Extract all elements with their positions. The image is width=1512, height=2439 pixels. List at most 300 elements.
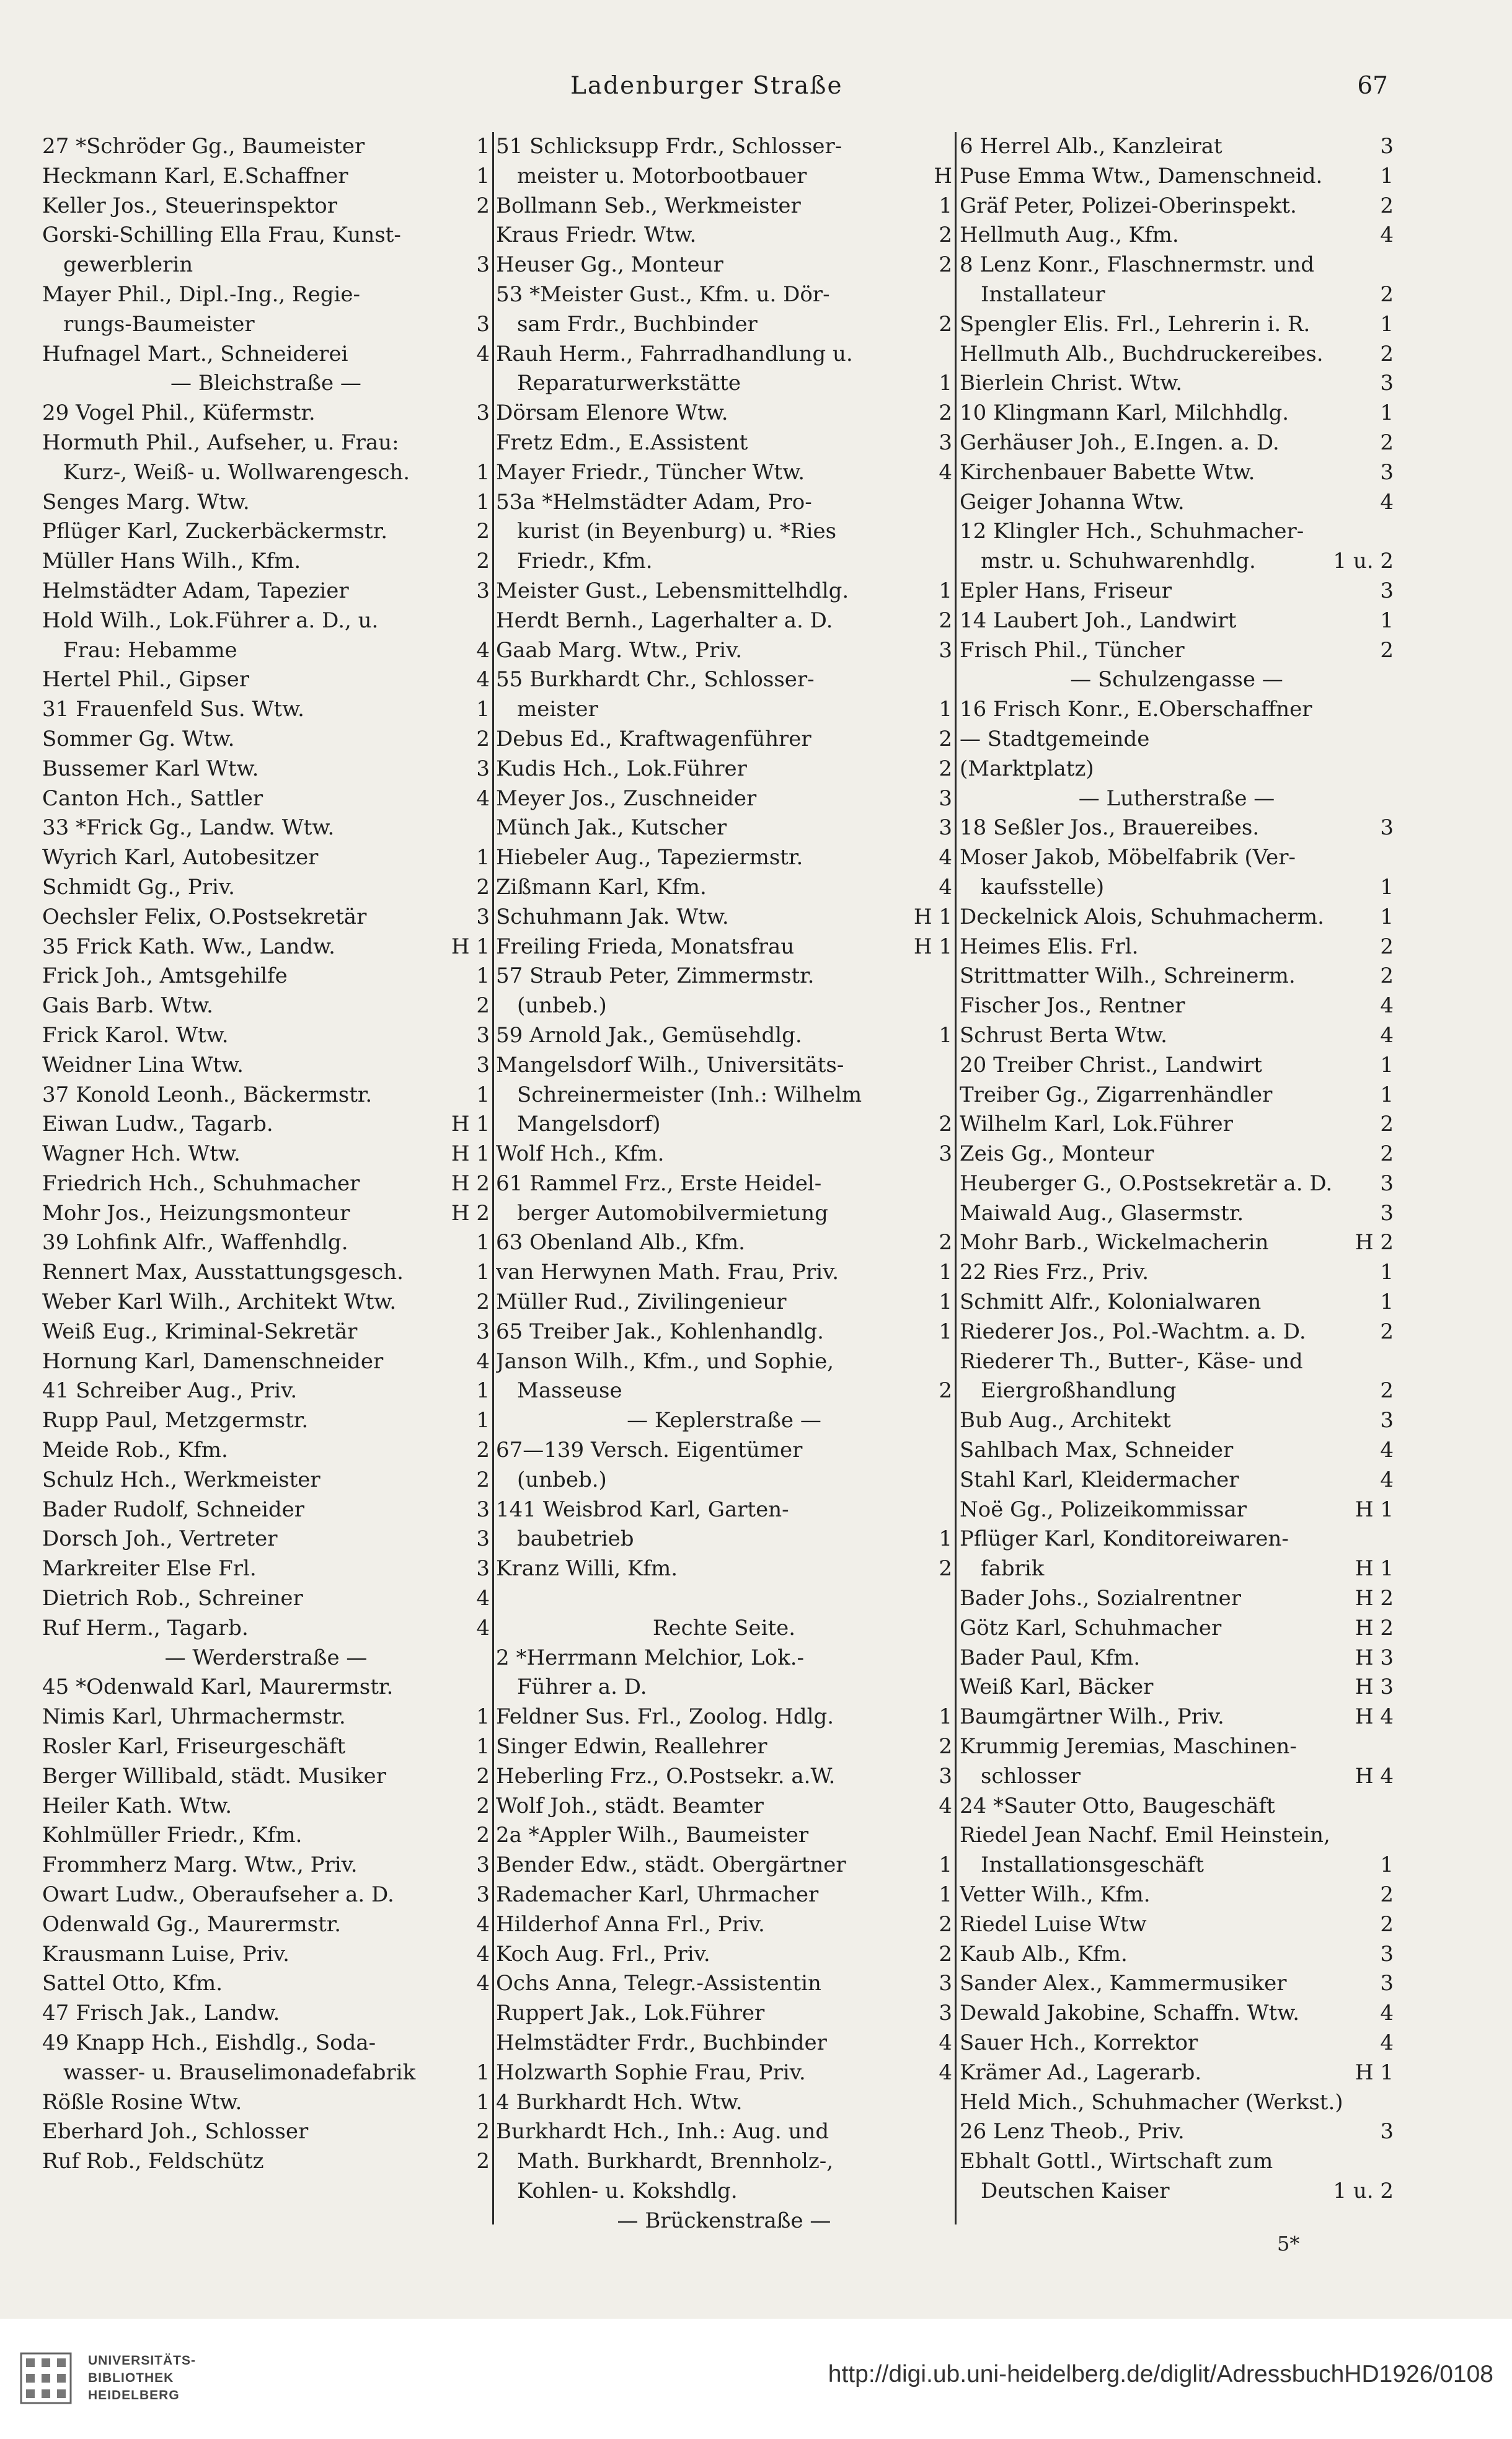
- entry-text: Heuberger G., O.Postsekretär a. D.: [960, 1171, 1333, 1196]
- directory-entry: [496, 2177, 952, 2207]
- floor-number: 2: [1380, 1319, 1394, 1344]
- floor-number: 2: [1380, 934, 1394, 959]
- floor-number: 3: [1380, 459, 1394, 485]
- floor-number: 3: [476, 1497, 490, 1522]
- entry-text: Bierlein Christ. Wtw.: [960, 371, 1183, 396]
- entry-text: Hiebeler Aug., Tapeziermstr.: [496, 845, 803, 870]
- column-divider: [492, 132, 494, 2224]
- entry-text: Gorski-Schilling Ella Frau, Kunst-: [42, 223, 401, 248]
- floor-number: 2: [476, 726, 490, 751]
- directory-entry: [496, 458, 952, 488]
- directory-entry: [960, 310, 1394, 340]
- entry-text: kurist (in Beyenburg) u. *Ries: [517, 519, 837, 544]
- floor-number: 1: [476, 697, 490, 722]
- floor-number: 3: [476, 252, 490, 278]
- floor-number: 1: [476, 2089, 490, 2115]
- directory-entry: [496, 250, 952, 280]
- entry-text: Moser Jakob, Möbelfabrik (Ver-: [960, 845, 1296, 870]
- directory-entry: [42, 1910, 490, 1940]
- entry-text: 4 Burkhardt Hch. Wtw.: [496, 2089, 743, 2115]
- directory-entry: [496, 1851, 952, 1880]
- floor-number: 3: [1380, 1408, 1394, 1433]
- floor-number: H: [934, 163, 952, 188]
- floor-number: 2: [1380, 1378, 1394, 1404]
- entry-text: Frau: Hebamme: [63, 637, 237, 663]
- floor-number: 2: [939, 608, 952, 633]
- directory-entry: [496, 1258, 952, 1288]
- entry-text: Mohr Jos., Heizungsmonteur: [42, 1200, 350, 1226]
- floor-number: 3: [476, 1852, 490, 1878]
- entry-text: Hilderhof Anna Frl., Priv.: [496, 1911, 765, 1937]
- entry-text: Noë Gg., Polizeikommissar: [960, 1497, 1247, 1522]
- directory-entry: [960, 1762, 1394, 1792]
- directory-entry: [496, 962, 952, 991]
- entry-text: 24 *Sauter Otto, Baugeschäft: [960, 1793, 1275, 1818]
- entry-text: 31 Frauenfeld Sus. Wtw.: [42, 697, 304, 722]
- floor-number: 1: [476, 1260, 490, 1285]
- directory-column-left: [42, 132, 490, 2177]
- library-name-line: UNIVERSITÄTS-: [88, 2353, 197, 2368]
- entry-text: — Lutherstraße —: [1078, 786, 1275, 811]
- floor-number: 2: [939, 1230, 952, 1255]
- entry-text: Kudis Hch., Lok.Führer: [496, 756, 747, 781]
- entry-text: Kranz Willi, Kfm.: [496, 1556, 678, 1582]
- floor-number: 1: [476, 2060, 490, 2085]
- floor-number: 3: [1380, 134, 1394, 159]
- directory-entry: [960, 1436, 1394, 1466]
- floor-number: 2: [476, 2119, 490, 2145]
- section-heading: [960, 784, 1394, 814]
- floor-number: 4: [939, 2060, 952, 2085]
- directory-entry: [42, 1169, 490, 1199]
- floor-number: H 1: [451, 934, 490, 959]
- floor-number: 4: [939, 459, 952, 485]
- directory-entry: [42, 665, 490, 695]
- directory-entry: [960, 1851, 1394, 1880]
- entry-text: Frick Joh., Amtsgehilfe: [42, 963, 288, 989]
- directory-entry: [960, 1969, 1394, 1999]
- floor-number: 4: [476, 1941, 490, 1967]
- entry-text: Holzwarth Sophie Frau, Priv.: [496, 2060, 806, 2085]
- directory-entry: [960, 843, 1394, 873]
- entry-text: 37 Konold Leonh., Bäckermstr.: [42, 1082, 373, 1107]
- entry-text: Eiwan Ludw., Tagarb.: [42, 1112, 273, 1137]
- directory-entry: [960, 1999, 1394, 2029]
- entry-text: 16 Frisch Konr., E.Oberschaffner: [960, 697, 1312, 722]
- directory-entry: [496, 1436, 952, 1466]
- directory-entry: [960, 1228, 1394, 1258]
- floor-number: 4: [1380, 2030, 1394, 2055]
- entry-text: sam Frdr., Buchbinder: [517, 311, 758, 337]
- directory-entry: [960, 1732, 1394, 1762]
- directory-entry: [960, 1140, 1394, 1169]
- entry-text: 10 Klingmann Karl, Milchhdlg.: [960, 401, 1289, 426]
- floor-number: 2: [476, 874, 490, 900]
- entry-text: Burkhardt Hch., Inh.: Aug. und: [496, 2119, 829, 2145]
- directory-entry: [960, 606, 1394, 636]
- floor-number: 1: [939, 1852, 952, 1878]
- entry-text: Frommherz Marg. Wtw., Priv.: [42, 1852, 358, 1878]
- directory-entry: [42, 813, 490, 843]
- floor-number: 4: [1380, 2001, 1394, 2026]
- entry-text: Wagner Hch. Wtw.: [42, 1141, 241, 1167]
- entry-text: Rennert Max, Ausstattungsgesch.: [42, 1260, 404, 1285]
- floor-number: 1: [939, 1882, 952, 1908]
- directory-entry: [496, 310, 952, 340]
- floor-number: H 1: [913, 934, 952, 959]
- directory-entry: [496, 784, 952, 814]
- floor-number: 4: [1380, 223, 1394, 248]
- directory-entry: [42, 1228, 490, 1258]
- entry-text: Geiger Johanna Wtw.: [960, 489, 1185, 515]
- floor-number: 4: [939, 874, 952, 900]
- entry-text: Riedel Jean Nachf. Emil Heinstein,: [960, 1823, 1330, 1848]
- entry-text: Dewald Jakobine, Schaffn. Wtw.: [960, 2001, 1300, 2026]
- floor-number: 1: [476, 1230, 490, 1255]
- directory-entry: [42, 547, 490, 577]
- directory-entry: [42, 1376, 490, 1406]
- floor-number: 4: [1380, 1438, 1394, 1463]
- entry-text: Krummig Jeremias, Maschinen-: [960, 1734, 1297, 1760]
- directory-entry: [960, 1495, 1394, 1525]
- floor-number: 2: [939, 1941, 952, 1967]
- entry-text: 22 Ries Frz., Priv.: [960, 1260, 1149, 1285]
- entry-text: Ruppert Jak., Lok.Führer: [496, 2001, 765, 2026]
- directory-entry: [496, 1169, 952, 1199]
- entry-text: Frick Karol. Wtw.: [42, 1022, 229, 1048]
- floor-number: 1: [1380, 401, 1394, 426]
- directory-entry: [42, 1762, 490, 1792]
- directory-entry: [42, 606, 490, 636]
- directory-entry: [42, 991, 490, 1021]
- entry-text: Debus Ed., Kraftwagenführer: [496, 726, 811, 751]
- entry-text: — Werderstraße —: [164, 1645, 368, 1670]
- directory-entry: [496, 1969, 952, 1999]
- entry-text: Rosler Karl, Friseurgeschäft: [42, 1734, 346, 1760]
- floor-number: 4: [476, 637, 490, 663]
- floor-number: 1: [476, 1408, 490, 1433]
- floor-number: 1: [1380, 163, 1394, 188]
- source-url-link[interactable]: http://digi.ub.uni-heidelberg.de/diglit/AdressbuchHD1926/0108: [828, 2361, 1493, 2388]
- directory-entry: [960, 1525, 1394, 1554]
- entry-text: 35 Frick Kath. Ww., Landw.: [42, 934, 335, 959]
- floor-number: 2: [1380, 193, 1394, 218]
- entry-text: 67—139 Versch. Eigentümer: [496, 1438, 803, 1463]
- directory-entry: [42, 784, 490, 814]
- entry-text: 2 *Herrmann Melchior, Lok.-: [496, 1645, 805, 1670]
- directory-entry: [42, 1673, 490, 1702]
- floor-number: 3: [476, 904, 490, 929]
- directory-entry: [960, 1702, 1394, 1732]
- directory-entry: [960, 517, 1394, 547]
- floor-number: 2: [939, 1378, 952, 1404]
- directory-entry: [960, 458, 1394, 488]
- entry-text: Baumgärtner Wilh., Priv.: [960, 1704, 1224, 1730]
- directory-entry: [42, 1702, 490, 1732]
- entry-text: Bader Rudolf, Schneider: [42, 1497, 305, 1522]
- floor-number: 2: [476, 993, 490, 1019]
- entry-text: 2a *Appler Wilh., Baumeister: [496, 1823, 809, 1848]
- entry-text: Schulz Hch., Werkmeister: [42, 1467, 321, 1492]
- entry-text: Weiß Karl, Bäcker: [960, 1675, 1154, 1700]
- directory-entry: [496, 1347, 952, 1377]
- entry-text: meister u. Motorbootbauer: [517, 163, 807, 188]
- floor-number: 2: [1380, 1882, 1394, 1908]
- floor-number: 2: [1380, 341, 1394, 366]
- entry-text: Riederer Jos., Pol.-Wachtm. a. D.: [960, 1319, 1306, 1344]
- floor-number: 3: [476, 401, 490, 426]
- directory-entry: [42, 1436, 490, 1466]
- floor-number: 2: [1380, 1141, 1394, 1167]
- directory-entry: [42, 310, 490, 340]
- entry-text: Ruf Herm., Tagarb.: [42, 1615, 249, 1640]
- entry-text: fabrik: [981, 1556, 1045, 1582]
- entry-text: Heberling Frz., O.Postsekr. a.W.: [496, 1763, 836, 1789]
- floor-number: 1: [939, 1319, 952, 1344]
- entry-text: Installateur: [981, 281, 1105, 307]
- entry-text: Kaub Alb., Kfm.: [960, 1941, 1128, 1967]
- entry-text: Sattel Otto, Kfm.: [42, 1971, 223, 1996]
- entry-text: Wolf Hch., Kfm.: [496, 1141, 665, 1167]
- floor-number: 2: [476, 1793, 490, 1818]
- directory-entry: [496, 1673, 952, 1702]
- entry-text: van Herwynen Math. Frau, Priv.: [496, 1260, 839, 1285]
- floor-number: 1: [1380, 311, 1394, 337]
- directory-entry: [496, 340, 952, 370]
- directory-entry: [960, 1169, 1394, 1199]
- directory-entry: [960, 1317, 1394, 1347]
- floor-number: 4: [939, 845, 952, 870]
- floor-number: H 2: [1355, 1615, 1394, 1640]
- signature-mark: 5*: [1277, 2232, 1300, 2255]
- directory-entry: [960, 1199, 1394, 1229]
- floor-number: 3: [1380, 1971, 1394, 1996]
- entry-text: Dörsam Elenore Wtw.: [496, 401, 728, 426]
- entry-text: Riederer Th., Butter-, Käse- und: [960, 1348, 1303, 1374]
- directory-entry: [496, 1288, 952, 1317]
- directory-entry: [42, 399, 490, 428]
- entry-text: 14 Laubert Joh., Landwirt: [960, 608, 1237, 633]
- entry-text: Zißmann Karl, Kfm.: [496, 874, 707, 900]
- floor-number: 1: [476, 1704, 490, 1730]
- directory-entry: [960, 577, 1394, 606]
- directory-entry: [496, 2117, 952, 2147]
- entry-text: Ruf Rob., Feldschütz: [42, 2149, 264, 2174]
- page-title: Ladenburger Straße: [570, 72, 843, 100]
- entry-text: Owart Ludw., Oberaufseher a. D.: [42, 1882, 394, 1908]
- entry-text: Odenwald Gg., Maurermstr.: [42, 1911, 342, 1937]
- floor-number: 1: [476, 1082, 490, 1107]
- entry-text: Götz Karl, Schuhmacher: [960, 1615, 1222, 1640]
- floor-number: 2: [939, 1112, 952, 1137]
- entry-text: Installationsgeschäft: [981, 1852, 1204, 1878]
- floor-number: H 1: [451, 1112, 490, 1137]
- entry-text: Wyrich Karl, Autobesitzer: [42, 845, 319, 870]
- entry-text: Mayer Phil., Dipl.-Ing., Regie-: [42, 281, 360, 307]
- entry-text: Müller Rud., Zivilingenieur: [496, 1290, 787, 1315]
- floor-number: 3: [1380, 815, 1394, 841]
- entry-text: Hormuth Phil., Aufseher, u. Frau:: [42, 430, 399, 455]
- floor-number: 1: [1380, 1260, 1394, 1285]
- entry-text: Friedr., Kfm.: [517, 549, 653, 574]
- floor-number: 3: [476, 1526, 490, 1552]
- directory-entry: [42, 873, 490, 903]
- directory-entry: [42, 1554, 490, 1584]
- directory-entry: [496, 873, 952, 903]
- directory-entry: [42, 2147, 490, 2177]
- floor-number: 3: [476, 756, 490, 781]
- directory-entry: [42, 1525, 490, 1554]
- directory-entry: [42, 2117, 490, 2147]
- directory-column-middle: [496, 132, 952, 2236]
- directory-entry: [42, 1969, 490, 1999]
- floor-number: 1 u. 2: [1333, 549, 1394, 574]
- directory-entry: [960, 1673, 1394, 1702]
- section-heading: [42, 1644, 490, 1673]
- entry-text: baubetrieb: [517, 1526, 634, 1552]
- directory-entry: [42, 221, 490, 250]
- entry-text: (unbeb.): [517, 1467, 607, 1492]
- entry-text: Bollmann Seb., Werkmeister: [496, 193, 801, 218]
- directory-entry: [496, 1466, 952, 1495]
- entry-text: 141 Weisbrod Karl, Garten-: [496, 1497, 789, 1522]
- floor-number: 2: [1380, 281, 1394, 307]
- floor-number: 2: [939, 311, 952, 337]
- entry-text: Bader Paul, Kfm.: [960, 1645, 1141, 1670]
- directory-entry: [42, 2058, 490, 2088]
- entry-text: — Brückenstraße —: [617, 2208, 831, 2233]
- entry-text: 20 Treiber Christ., Landwirt: [960, 1052, 1262, 1078]
- directory-entry: [960, 369, 1394, 399]
- directory-entry: [496, 2088, 952, 2118]
- entry-text: Kurz-, Weiß- u. Wollwarengesch.: [63, 459, 410, 485]
- directory-entry: [960, 962, 1394, 991]
- entry-text: Sahlbach Max, Schneider: [960, 1438, 1234, 1463]
- floor-number: 3: [1380, 1200, 1394, 1226]
- floor-number: 1: [476, 963, 490, 989]
- directory-entry: [496, 162, 952, 192]
- entry-text: Wolf Joh., städt. Beamter: [496, 1793, 764, 1818]
- entry-text: 6 Herrel Alb., Kanzleirat: [960, 134, 1222, 159]
- entry-text: Dorsch Joh., Vertreter: [42, 1526, 278, 1552]
- directory-entry: [42, 1110, 490, 1140]
- column-divider: [955, 132, 957, 2224]
- library-name: [88, 2352, 196, 2404]
- directory-entry: [496, 369, 952, 399]
- entry-text: Koch Aug. Frl., Priv.: [496, 1941, 710, 1967]
- floor-number: H 3: [1355, 1645, 1394, 1670]
- directory-entry: [496, 517, 952, 547]
- directory-entry: [42, 1940, 490, 1970]
- entry-text: Schuhmann Jak. Wtw.: [496, 904, 729, 929]
- entry-text: Helmstädter Adam, Tapezier: [42, 578, 349, 603]
- directory-entry: [496, 1110, 952, 1140]
- floor-number: 1: [939, 1260, 952, 1285]
- entry-text: Weidner Lina Wtw.: [42, 1052, 244, 1078]
- entry-text: 39 Lohfink Alfr., Waffenhdlg.: [42, 1230, 348, 1255]
- floor-number: 2: [939, 401, 952, 426]
- floor-number: H 1: [451, 1141, 490, 1167]
- directory-entry: [496, 192, 952, 221]
- directory-entry: [960, 428, 1394, 458]
- entry-text: Masseuse: [517, 1378, 622, 1404]
- entry-text: 26 Lenz Theob., Priv.: [960, 2119, 1185, 2145]
- floor-number: 2: [939, 1734, 952, 1760]
- directory-entry: [960, 1614, 1394, 1644]
- entry-text: Stahl Karl, Kleidermacher: [960, 1467, 1239, 1492]
- directory-entry: [960, 1792, 1394, 1822]
- floor-number: 2: [939, 1556, 952, 1582]
- directory-entry: [496, 547, 952, 577]
- directory-entry: [960, 488, 1394, 518]
- directory-entry: [496, 1495, 952, 1525]
- entry-text: Freiling Frieda, Monatsfrau: [496, 934, 795, 959]
- directory-entry: [960, 1466, 1394, 1495]
- floor-number: 2: [939, 252, 952, 278]
- source-url[interactable]: [828, 2361, 1493, 2388]
- entry-text: Treiber Gg., Zigarrenhändler: [960, 1082, 1273, 1107]
- directory-entry: [496, 1584, 952, 1614]
- directory-entry: [960, 636, 1394, 666]
- entry-text: Reparaturwerkstätte: [517, 371, 741, 396]
- directory-entry: [42, 1406, 490, 1436]
- directory-entry: [496, 428, 952, 458]
- floor-number: 1: [939, 697, 952, 722]
- floor-number: 1: [1380, 904, 1394, 929]
- floor-number: H 4: [1355, 1763, 1394, 1789]
- directory-entry: [42, 517, 490, 547]
- directory-entry: [42, 1614, 490, 1644]
- directory-entry: [960, 162, 1394, 192]
- directory-entry: [42, 636, 490, 666]
- entry-text: Meister Gust., Lebensmittelhdlg.: [496, 578, 849, 603]
- entry-text: Hellmuth Aug., Kfm.: [960, 223, 1179, 248]
- floor-number: 4: [1380, 1467, 1394, 1492]
- floor-number: 1: [1380, 608, 1394, 633]
- floor-number: 4: [476, 1911, 490, 1937]
- floor-number: 1: [939, 1526, 952, 1552]
- entry-text: (unbeb.): [517, 993, 607, 1019]
- directory-entry: [496, 755, 952, 784]
- directory-entry: [42, 1851, 490, 1880]
- entry-text: (Marktplatz): [960, 756, 1094, 781]
- floor-number: 3: [1380, 1941, 1394, 1967]
- entry-text: Sauer Hch., Korrektor: [960, 2030, 1198, 2055]
- entry-text: 45 *Odenwald Karl, Maurermstr.: [42, 1675, 394, 1700]
- entry-text: Riedel Luise Wtw: [960, 1911, 1147, 1937]
- directory-entry: [496, 132, 952, 162]
- directory-entry: [960, 2117, 1394, 2147]
- entry-text: Bender Edw., städt. Obergärtner: [496, 1852, 846, 1878]
- directory-entry: [42, 132, 490, 162]
- entry-text: Kirchenbauer Babette Wtw.: [960, 459, 1255, 485]
- floor-number: 2: [476, 1438, 490, 1463]
- directory-entry: [960, 340, 1394, 370]
- floor-number: 3: [476, 578, 490, 603]
- floor-number: 2: [476, 1823, 490, 1848]
- entry-text: Bussemer Karl Wtw.: [42, 756, 259, 781]
- floor-number: 2: [1380, 637, 1394, 663]
- entry-text: Sander Alex., Kammermusiker: [960, 1971, 1287, 1996]
- directory-entry: [496, 1732, 952, 1762]
- entry-text: Wilhelm Karl, Lok.Führer: [960, 1112, 1233, 1137]
- entry-text: 55 Burkhardt Chr., Schlosser-: [496, 667, 815, 693]
- entry-text: meister: [517, 697, 598, 722]
- directory-entry: [960, 755, 1394, 784]
- directory-entry: [496, 2029, 952, 2058]
- entry-text: 63 Obenland Alb., Kfm.: [496, 1230, 745, 1255]
- entry-text: Hellmuth Alb., Buchdruckereibes.: [960, 341, 1324, 366]
